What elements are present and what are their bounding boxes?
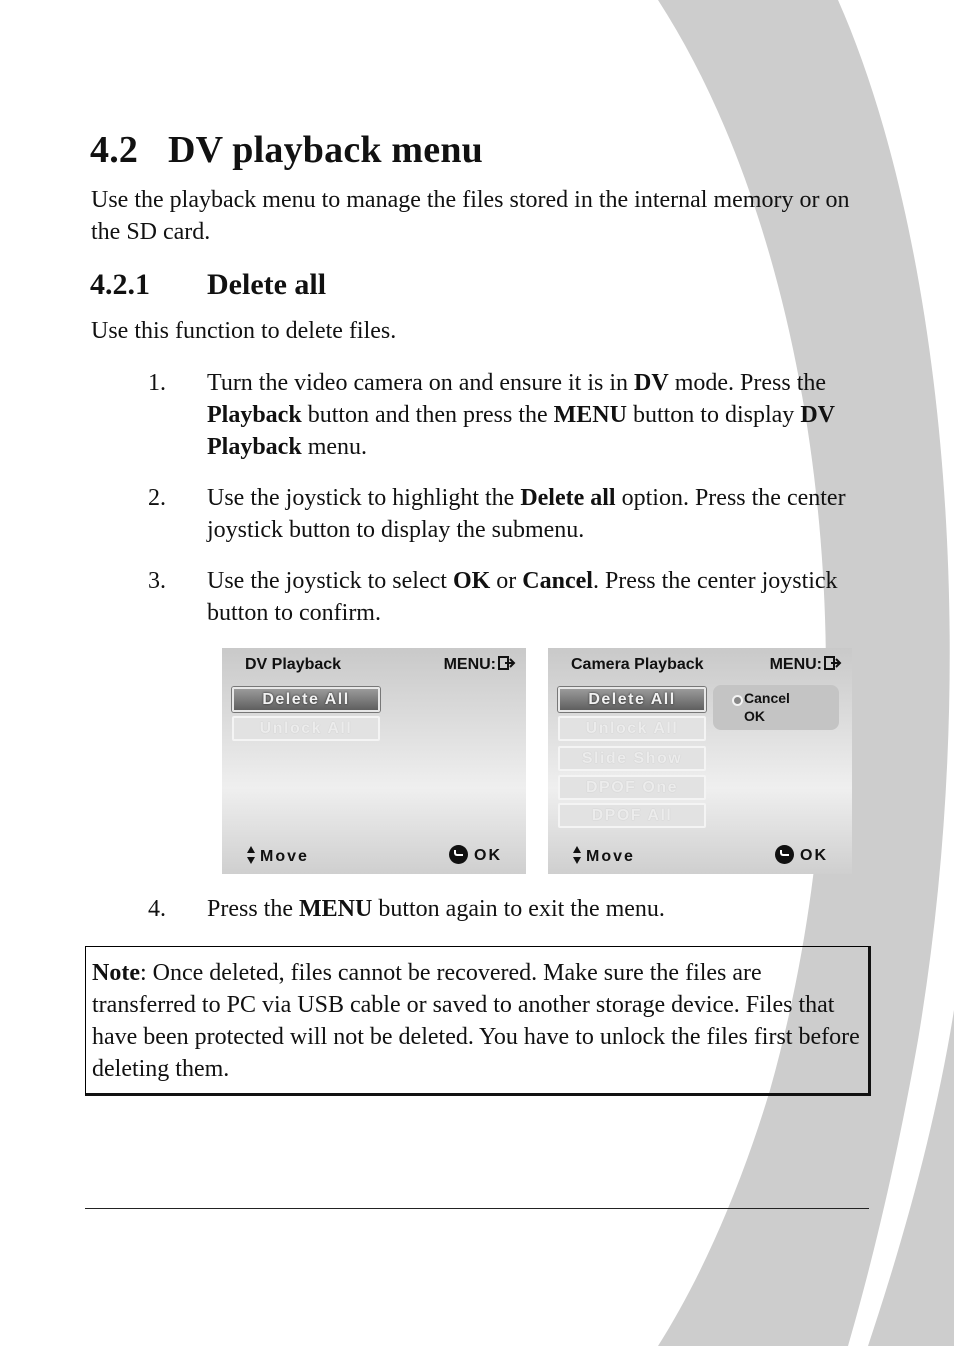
step-number: 4.	[148, 896, 166, 922]
step-run: button to display	[626, 402, 801, 428]
footer-rule	[85, 1208, 869, 1209]
note-box	[85, 946, 871, 1096]
move-hint	[572, 845, 635, 866]
option-slide-show[interactable]: Slide Show	[558, 746, 706, 771]
intro-paragraph: Use the playback menu to manage the files stored in the internal memory or on the SD card.	[91, 187, 850, 245]
screen-title: Camera Playback	[571, 656, 704, 673]
note-text: : Once deleted, files cannot be recovered. Make sure the files are transferred to PC via USB cable or saved to another storage device. Files that have been protected will not be deleted. You have to unlock the files first before deleting them.	[92, 960, 860, 1082]
exit-icon	[498, 656, 516, 670]
lead-paragraph: Use this function to delete files.	[91, 318, 397, 344]
option-delete-all[interactable]: Delete All	[232, 687, 380, 712]
ok-label: OK	[800, 847, 828, 864]
step-emphasis: MENU	[553, 402, 627, 428]
step-run: mode. Press the	[668, 370, 827, 396]
dv-playback-screen	[222, 648, 526, 874]
section-number: 4.2	[90, 129, 139, 171]
up-down-arrows-icon	[246, 845, 256, 865]
menu-exit-hint	[444, 656, 516, 674]
move-label: Move	[586, 848, 635, 865]
step-text	[207, 482, 867, 546]
step-run: . Press the center joystick button to confirm.	[207, 568, 838, 626]
subsection-number: 4.2.1	[90, 268, 150, 301]
section-title: DV playback menu	[168, 129, 484, 171]
step-number: 2.	[148, 485, 166, 511]
exit-icon	[824, 656, 842, 670]
step-emphasis: OK	[452, 568, 491, 594]
option-dpof-one[interactable]: DPOF One	[558, 775, 706, 800]
joystick-icon	[449, 845, 468, 864]
note-label: Note	[92, 960, 140, 986]
step-emphasis: DV Playback	[207, 402, 835, 460]
step-run: menu.	[301, 434, 368, 460]
ok-label: OK	[474, 847, 502, 864]
submenu-cancel[interactable]: Cancel	[744, 690, 790, 706]
step-text	[207, 367, 867, 463]
up-down-arrows-icon	[572, 845, 582, 865]
step-run: or	[490, 568, 523, 594]
option-unlock-all[interactable]: Unlock All	[558, 716, 706, 741]
selection-dot-icon	[732, 695, 743, 706]
step-emphasis: MENU	[299, 896, 373, 922]
step-run: button again to exit the menu.	[372, 896, 665, 922]
section-heading	[90, 128, 483, 172]
move-hint	[246, 845, 309, 866]
step-emphasis: DV	[634, 370, 669, 396]
screen-title: DV Playback	[245, 656, 342, 673]
step-run: Turn the video camera on and ensure it is in	[207, 370, 635, 396]
step-emphasis: Playback	[207, 402, 302, 428]
step-emphasis: Cancel	[522, 568, 593, 594]
subsection-heading	[90, 268, 326, 302]
menu-label: MENU:	[443, 656, 496, 673]
option-delete-all[interactable]: Delete All	[558, 687, 706, 712]
step-number: 3.	[148, 568, 166, 594]
step-run: Use the joystick to select	[207, 568, 453, 594]
step-text	[207, 565, 867, 629]
ok-hint	[775, 845, 828, 865]
option-dpof-all[interactable]: DPOF All	[558, 803, 706, 828]
submenu-ok[interactable]: OK	[744, 708, 765, 724]
joystick-icon	[775, 845, 794, 864]
option-unlock-all[interactable]: Unlock All	[232, 716, 380, 741]
confirm-submenu	[713, 685, 839, 730]
step-run: Use the joystick to highlight the	[207, 485, 521, 511]
camera-playback-screen	[548, 648, 852, 874]
move-label: Move	[260, 848, 309, 865]
step-run: Press the	[207, 896, 299, 922]
menu-exit-hint	[770, 656, 842, 674]
ok-hint	[449, 845, 502, 865]
menu-label: MENU:	[769, 656, 822, 673]
step-run: button and then press the	[301, 402, 554, 428]
step-text	[207, 893, 867, 925]
step-run: option. Press the center joystick button to display the submenu.	[207, 485, 846, 543]
step-number: 1.	[148, 370, 166, 396]
subsection-title: Delete all	[207, 268, 327, 301]
step-emphasis: Delete all	[520, 485, 616, 511]
